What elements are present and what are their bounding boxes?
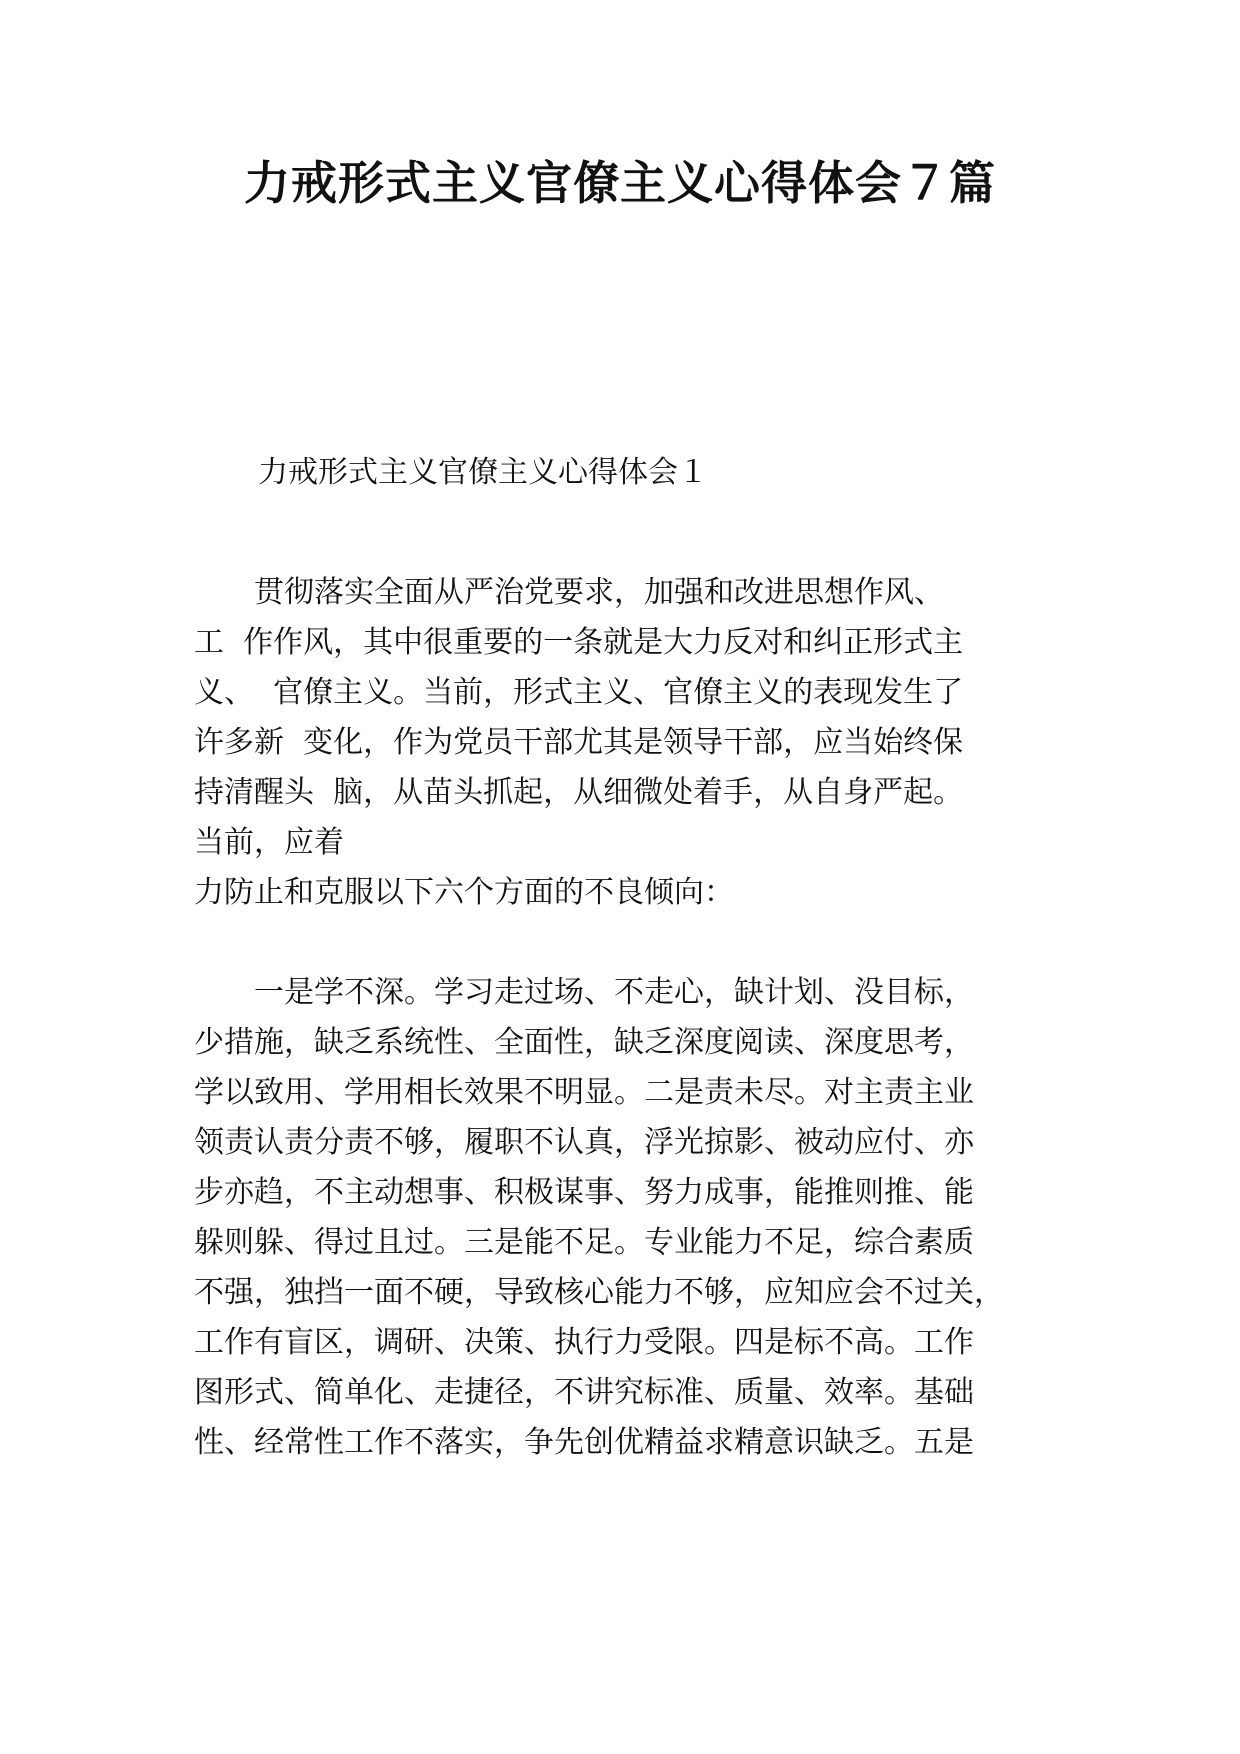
paragraph-lead-in: [194, 868, 1054, 918]
paragraph-line: 当前，应着: [194, 825, 344, 860]
paragraph-line: 一是学不深。学习走过场、不走心，缺计划、没目标，: [194, 975, 974, 1010]
paragraph-line: 工作有盲区，调研、决策、执行力受限。四是标不高。工作: [194, 1325, 974, 1360]
paragraph-line: 少措施，缺乏系统性、全面性，缺乏深度阅读、深度思考，: [194, 1025, 974, 1060]
paragraph-tendencies: [194, 968, 1054, 1468]
paragraph-line: 义、 官僚主义。当前，形式主义、官僚主义的表现发生了: [194, 675, 964, 710]
paragraph-line: 步亦趋，不主动想事、积极谋事、努力成事，能推则推、能: [194, 1175, 974, 1210]
paragraph-line: 工 作作风，其中很重要的一条就是大力反对和纠正形式主: [194, 625, 964, 660]
paragraph-line: 贯彻落实全面从严治党要求，加强和改进思想作风、: [194, 575, 944, 610]
paragraph-line: 图形式、简单化、走捷径，不讲究标准、质量、效率。基础: [194, 1375, 974, 1410]
paragraph-line: 躲则躲、得过且过。三是能不足。专业能力不足，综合素质: [194, 1225, 974, 1260]
paragraph-line: 许多新 变化，作为党员干部尤其是领导干部，应当始终保: [194, 725, 964, 760]
paragraph-line: 性、经常性工作不落实，争先创优精益求精意识缺乏。五是: [194, 1425, 974, 1460]
document-title: 力戒形式主义官僚主义心得体会７篇: [244, 156, 996, 210]
paragraph-line: 领责认责分责不够，履职不认真，浮光掠影、被动应付、亦: [194, 1125, 974, 1160]
section-heading: 力戒形式主义官僚主义心得体会１: [258, 455, 708, 490]
paragraph-intro: [194, 568, 1054, 868]
paragraph-line: 持清醒头 脑，从苗头抓起，从细微处着手，从自身严起。: [194, 775, 964, 810]
paragraph-line: 力防止和克服以下六个方面的不良倾向：: [194, 875, 734, 910]
paragraph-line: 不强，独挡一面不硬，导致核心能力不够，应知应会不过关，: [194, 1275, 1004, 1310]
paragraph-line: 学以致用、学用相长效果不明显。二是责未尽。对主责主业: [194, 1075, 974, 1110]
